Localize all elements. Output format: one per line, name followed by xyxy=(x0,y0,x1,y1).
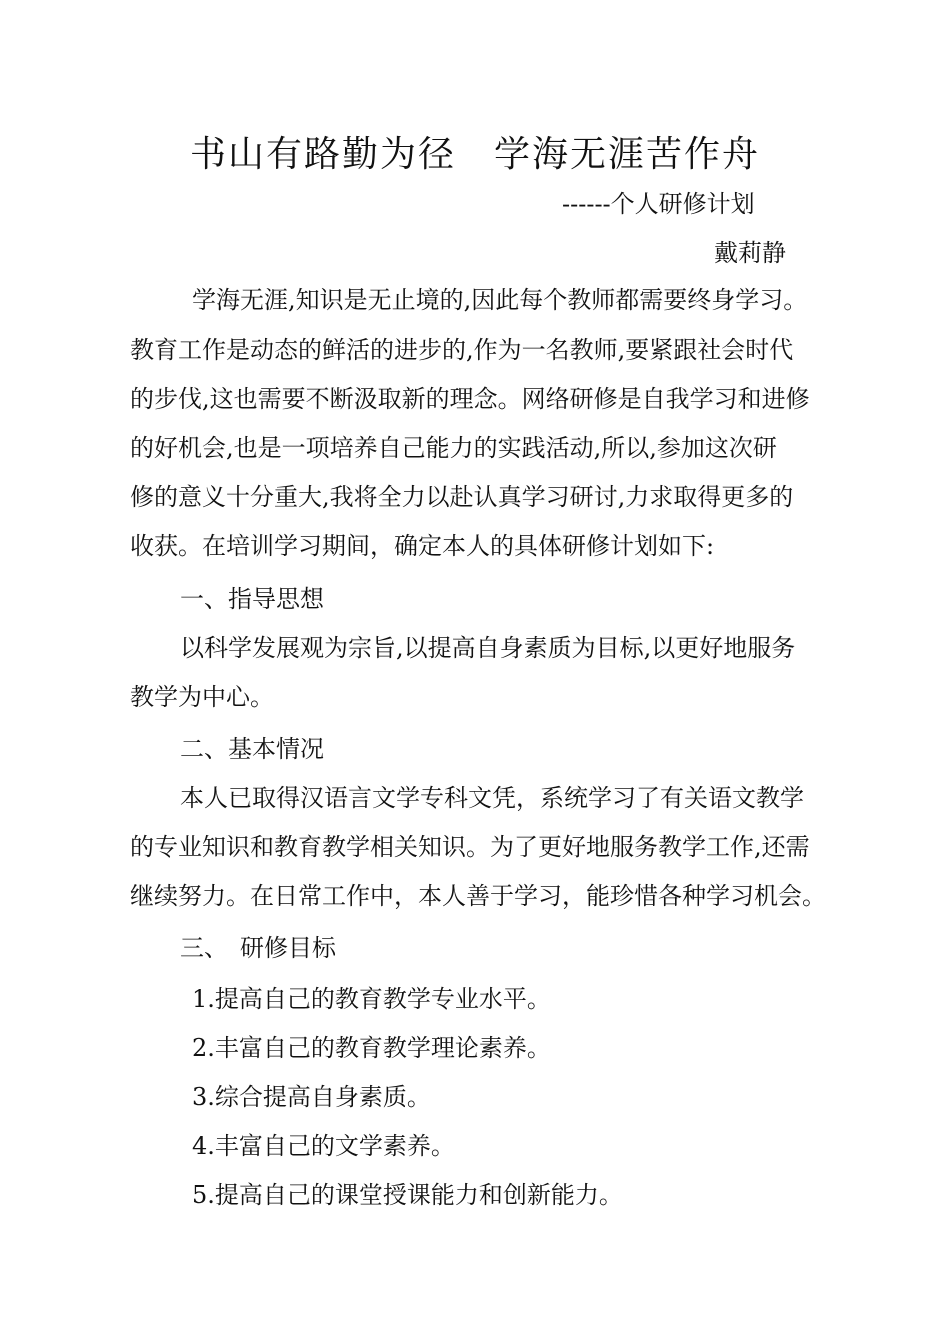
section-heading-goals: 三、 研修目标 xyxy=(180,934,336,962)
section2-line-3: 继续努力。在日常工作中，本人善于学习，能珍惜各种学习机会。 xyxy=(130,882,826,910)
goal-item: 2.丰富自己的教育教学理论素养。 xyxy=(192,1034,551,1062)
intro-line-1: 学海无涯,知识是无止境的,因此每个教师都需要终身学习。 xyxy=(192,286,808,314)
document-subtitle: ------个人研修计划 xyxy=(562,190,755,218)
goal-item: 3.综合提高自身素质。 xyxy=(192,1083,431,1111)
section1-line-2: 教学为中心。 xyxy=(130,683,274,711)
section-heading-guidance: 一、指导思想 xyxy=(180,585,324,613)
goal-item: 5.提高自己的课堂授课能力和创新能力。 xyxy=(192,1181,623,1209)
section-heading-basic-situation: 二、基本情况 xyxy=(180,735,324,763)
intro-line-4: 的好机会,也是一项培养自己能力的实践活动,所以,参加这次研 xyxy=(130,434,777,462)
intro-line-6: 收获。在培训学习期间，确定本人的具体研修计划如下: xyxy=(130,532,715,560)
section2-line-2: 的专业知识和教育教学相关知识。为了更好地服务教学工作,还需 xyxy=(130,833,810,861)
section2-line-1: 本人已取得汉语言文学专科文凭，系统学习了有关语文教学 xyxy=(180,784,804,812)
goal-item: 1.提高自己的教育教学专业水平。 xyxy=(192,985,551,1013)
intro-line-5: 修的意义十分重大,我将全力以赴认真学习研讨,力求取得更多的 xyxy=(130,483,794,511)
intro-line-3: 的步伐,这也需要不断汲取新的理念。网络研修是自我学习和进修 xyxy=(130,385,810,413)
author-name: 戴莉静 xyxy=(714,239,786,267)
section1-line-1: 以科学发展观为宗旨,以提高自身素质为目标,以更好地服务 xyxy=(180,634,796,662)
document-title: 书山有路勤为径 学海无涯苦作舟 xyxy=(189,134,760,175)
goal-item: 4.丰富自己的文学素养。 xyxy=(192,1132,455,1160)
intro-line-2: 教育工作是动态的鲜活的进步的,作为一名教师,要紧跟社会时代 xyxy=(130,336,794,364)
